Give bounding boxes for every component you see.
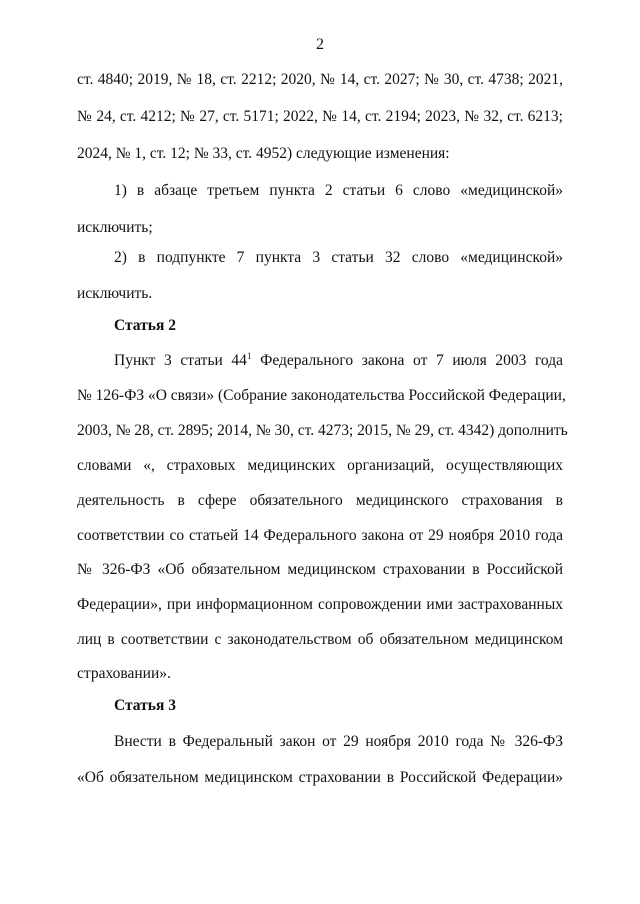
text-line: лиц в соответствии с законодательством об обязательном медицинском xyxy=(77,631,563,648)
text-line: 2003, № 28, ст. 2895; 2014, № 30, ст. 4273; 2015, № 29, ст. 4342) дополнить xyxy=(77,422,568,439)
article-2-text: Федерального закона от 7 июля 2003 года xyxy=(251,352,564,369)
text-line: деятельность в сфере обязательного медицинского страхования в xyxy=(77,492,563,509)
text-line: соответствии со статьей 14 Федерального закона от 29 ноября 2010 года xyxy=(77,527,563,544)
article-2-text: Пункт 3 статьи 44 xyxy=(114,352,247,369)
text-line: № 126-ФЗ «О связи» (Собрание законодательства Российской Федерации, xyxy=(77,387,566,404)
page-number: 2 xyxy=(316,36,324,53)
list-item-2: 2) в подпункте 7 пункта 3 статьи 32 слово «медицинской» xyxy=(114,249,563,266)
superscript: 1 xyxy=(246,350,252,361)
text-line: № 24, ст. 4212; № 27, ст. 5171; 2022, № 14, ст. 2194; 2023, № 32, ст. 6213; xyxy=(77,108,563,125)
article-3-first-line: Внести в Федеральный закон от 29 ноября 2010 года № 326-ФЗ xyxy=(114,733,563,750)
text-line: «Об обязательном медицинском страховании в Российской Федерации» xyxy=(77,769,563,786)
article-3-heading: Статья 3 xyxy=(114,697,176,714)
text-line: 2024, № 1, ст. 12; № 33, ст. 4952) следующие изменения: xyxy=(77,145,450,162)
text-line: исключить. xyxy=(77,285,153,302)
list-item-1: 1) в абзаце третьем пункта 2 статьи 6 слово «медицинской» xyxy=(114,182,563,199)
article-2-heading: Статья 2 xyxy=(114,317,176,334)
text-line: страховании». xyxy=(77,665,171,682)
text-line: словами «, страховых медицинских организаций, осуществляющих xyxy=(77,457,563,474)
text-line: исключить; xyxy=(77,219,153,236)
text-line: ст. 4840; 2019, № 18, ст. 2212; 2020, № 14, ст. 2027; № 30, ст. 4738; 2021, xyxy=(77,71,563,88)
article-2-first-line xyxy=(114,351,563,371)
text-line: № 326-ФЗ «Об обязательном медицинском страховании в Российской xyxy=(77,561,563,578)
text-line: Федерации», при информационном сопровождении ими застрахованных xyxy=(77,596,563,613)
